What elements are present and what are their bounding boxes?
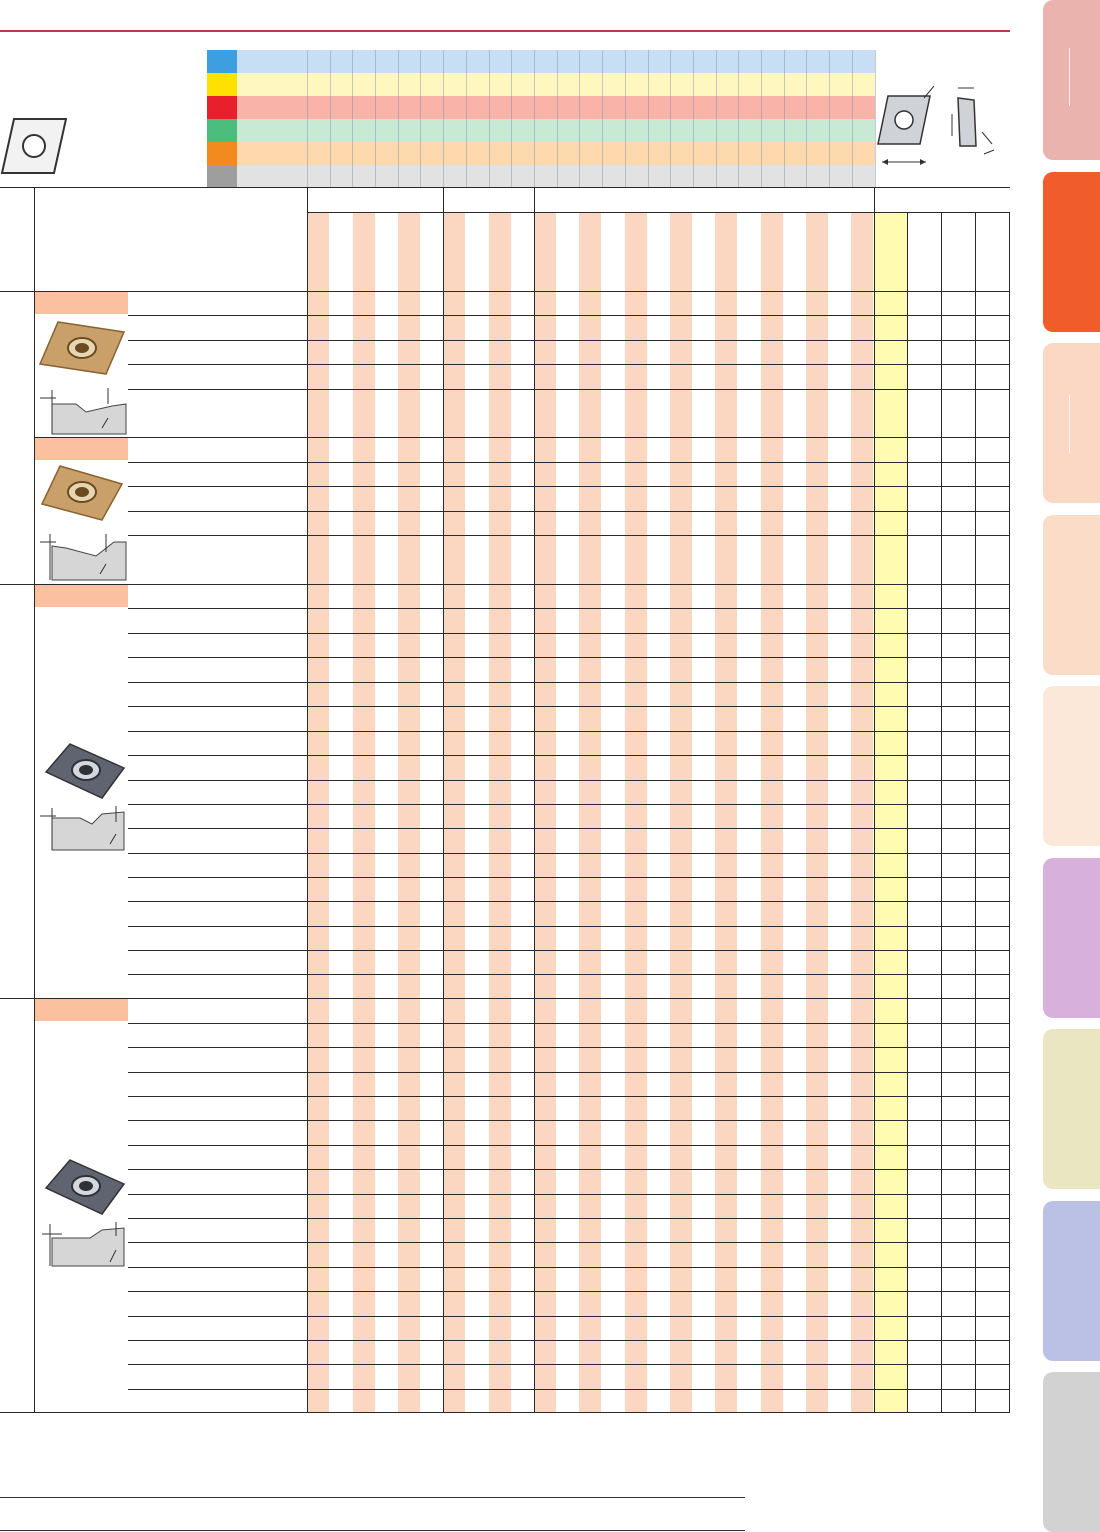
header-sub-rule: [307, 212, 1010, 213]
grade-highlight-column: [874, 212, 907, 1412]
grade-column-divider: [907, 212, 908, 1412]
table-row-rule: [0, 584, 1010, 585]
table-row-rule: [128, 926, 1010, 927]
material-swatch-p: [207, 50, 237, 73]
grade-column-divider: [1009, 212, 1010, 1412]
band-tick: [602, 50, 603, 187]
section-tab[interactable]: [1043, 1201, 1100, 1361]
condition-stripe: [761, 212, 783, 1412]
condition-stripe: [353, 212, 375, 1412]
table-row-rule: [128, 1316, 1010, 1317]
band-tick: [579, 50, 580, 187]
table-row-rule: [0, 998, 1010, 999]
condition-stripe: [443, 212, 465, 1412]
table-row-rule: [128, 1340, 1010, 1341]
section-tab[interactable]: [1043, 858, 1100, 1018]
gray-coated-insert-photo: [42, 742, 126, 800]
table-row-rule: [128, 340, 1010, 341]
table-row-rule: [128, 389, 1010, 390]
gray-coated-insert-photo: [42, 1158, 126, 1216]
section-tab[interactable]: [1043, 686, 1100, 846]
table-row-rule: [128, 853, 1010, 854]
condition-stripe: [489, 212, 511, 1412]
table-bottom-rule: [0, 1412, 1010, 1413]
condition-stripe: [625, 212, 647, 1412]
band-tick: [716, 50, 717, 187]
section-tab[interactable]: [1043, 515, 1100, 675]
section-tab[interactable]: [1043, 0, 1100, 160]
condition-stripe: [307, 212, 329, 1412]
footer-rule-2: [0, 1530, 745, 1531]
band-tick: [466, 50, 467, 187]
chipbreaker-profile-1: [36, 384, 128, 436]
footer-rule-1: [0, 1497, 745, 1498]
table-row-rule: [128, 657, 1010, 658]
band-tick: [852, 50, 853, 187]
condition-stripe: [851, 212, 873, 1412]
table-row-rule: [0, 291, 1010, 292]
table-row-rule: [128, 633, 1010, 634]
band-tick: [398, 50, 399, 187]
band-tick: [806, 50, 807, 187]
table-row-rule: [128, 1145, 1010, 1146]
condition-stripe: [579, 212, 601, 1412]
condition-stripe: [398, 212, 420, 1412]
band-tick: [534, 50, 535, 187]
chipbreaker-profile-4: [36, 1218, 128, 1270]
band-tick: [557, 50, 558, 187]
band-tick: [829, 50, 830, 187]
condition-stripe: [715, 212, 737, 1412]
table-row-rule: [128, 1389, 1010, 1390]
rhombic-insert-icon: [0, 115, 70, 177]
column-divider: [443, 187, 444, 1412]
table-row-rule: [128, 1120, 1010, 1121]
band-tick: [352, 50, 353, 187]
table-row-rule: [128, 1023, 1010, 1024]
table-row-rule: [128, 511, 1010, 512]
material-swatch-h: [207, 165, 237, 188]
table-row-rule: [34, 437, 1010, 438]
grade-column-divider: [975, 212, 976, 1412]
table-row-rule: [128, 682, 1010, 683]
header-rule: [0, 30, 1010, 32]
table-row-rule: [128, 1047, 1010, 1048]
condition-stripe: [806, 212, 828, 1412]
column-divider: [307, 187, 308, 1412]
band-tick: [693, 50, 694, 187]
table-row-rule: [128, 901, 1010, 902]
table-row-rule: [128, 828, 1010, 829]
group-label-cell: [35, 585, 128, 607]
column-divider: [534, 187, 535, 1412]
table-row-rule: [128, 731, 1010, 732]
table-row-rule: [128, 1364, 1010, 1365]
section-tab[interactable]: [1043, 1372, 1100, 1532]
tab-marker: [1069, 48, 1070, 106]
band-tick: [420, 50, 421, 187]
table-row-rule: [128, 1096, 1010, 1097]
table-row-rule: [128, 755, 1010, 756]
material-swatch-n: [207, 119, 237, 142]
band-tick: [738, 50, 739, 187]
material-swatch-m: [207, 73, 237, 96]
band-tick: [307, 50, 308, 187]
gold-insert-photo: [36, 464, 126, 526]
table-row-rule: [128, 608, 1010, 609]
table-row-rule: [128, 780, 1010, 781]
grade-column-divider: [941, 212, 942, 1412]
section-tab[interactable]: [1043, 343, 1100, 503]
table-row-rule: [128, 364, 1010, 365]
section-tab[interactable]: [1043, 1029, 1100, 1189]
table-row-rule: [128, 486, 1010, 487]
table-row-rule: [128, 315, 1010, 316]
band-tick: [443, 50, 444, 187]
band-tick: [784, 50, 785, 187]
row-label-divider: [34, 187, 35, 1412]
table-row-rule: [128, 1169, 1010, 1170]
band-tick: [511, 50, 512, 187]
table-row-rule: [128, 950, 1010, 951]
condition-stripe: [670, 212, 692, 1412]
table-row-rule: [128, 535, 1010, 536]
tab-marker: [1069, 395, 1070, 453]
table-row-rule: [128, 1218, 1010, 1219]
table-row-rule: [128, 706, 1010, 707]
band-tick: [761, 50, 762, 187]
group-label-cell: [35, 438, 128, 460]
table-top-rule: [0, 187, 1010, 188]
table-row-rule: [128, 1267, 1010, 1268]
band-tick: [489, 50, 490, 187]
material-swatch-k: [207, 96, 237, 119]
table-row-rule: [128, 877, 1010, 878]
chipbreaker-profile-2: [36, 532, 128, 582]
insert-dimension-diagram: [874, 80, 1004, 175]
column-divider: [874, 187, 875, 1412]
band-tick: [625, 50, 626, 187]
chipbreaker-profile-3: [36, 804, 128, 854]
table-row-rule: [128, 1194, 1010, 1195]
section-tab[interactable]: [1043, 172, 1100, 332]
band-tick: [375, 50, 376, 187]
group-label-cell: [35, 292, 128, 314]
band-tick: [670, 50, 671, 187]
group-label-cell: [35, 999, 128, 1021]
table-row-rule: [128, 462, 1010, 463]
table-row-rule: [128, 1242, 1010, 1243]
table-row-rule: [128, 1072, 1010, 1073]
band-tick: [330, 50, 331, 187]
band-tick: [648, 50, 649, 187]
material-swatch-s: [207, 142, 237, 165]
table-row-rule: [128, 804, 1010, 805]
table-row-rule: [128, 1291, 1010, 1292]
table-row-rule: [128, 974, 1010, 975]
condition-stripe: [534, 212, 556, 1412]
gold-insert-photo: [36, 318, 126, 380]
